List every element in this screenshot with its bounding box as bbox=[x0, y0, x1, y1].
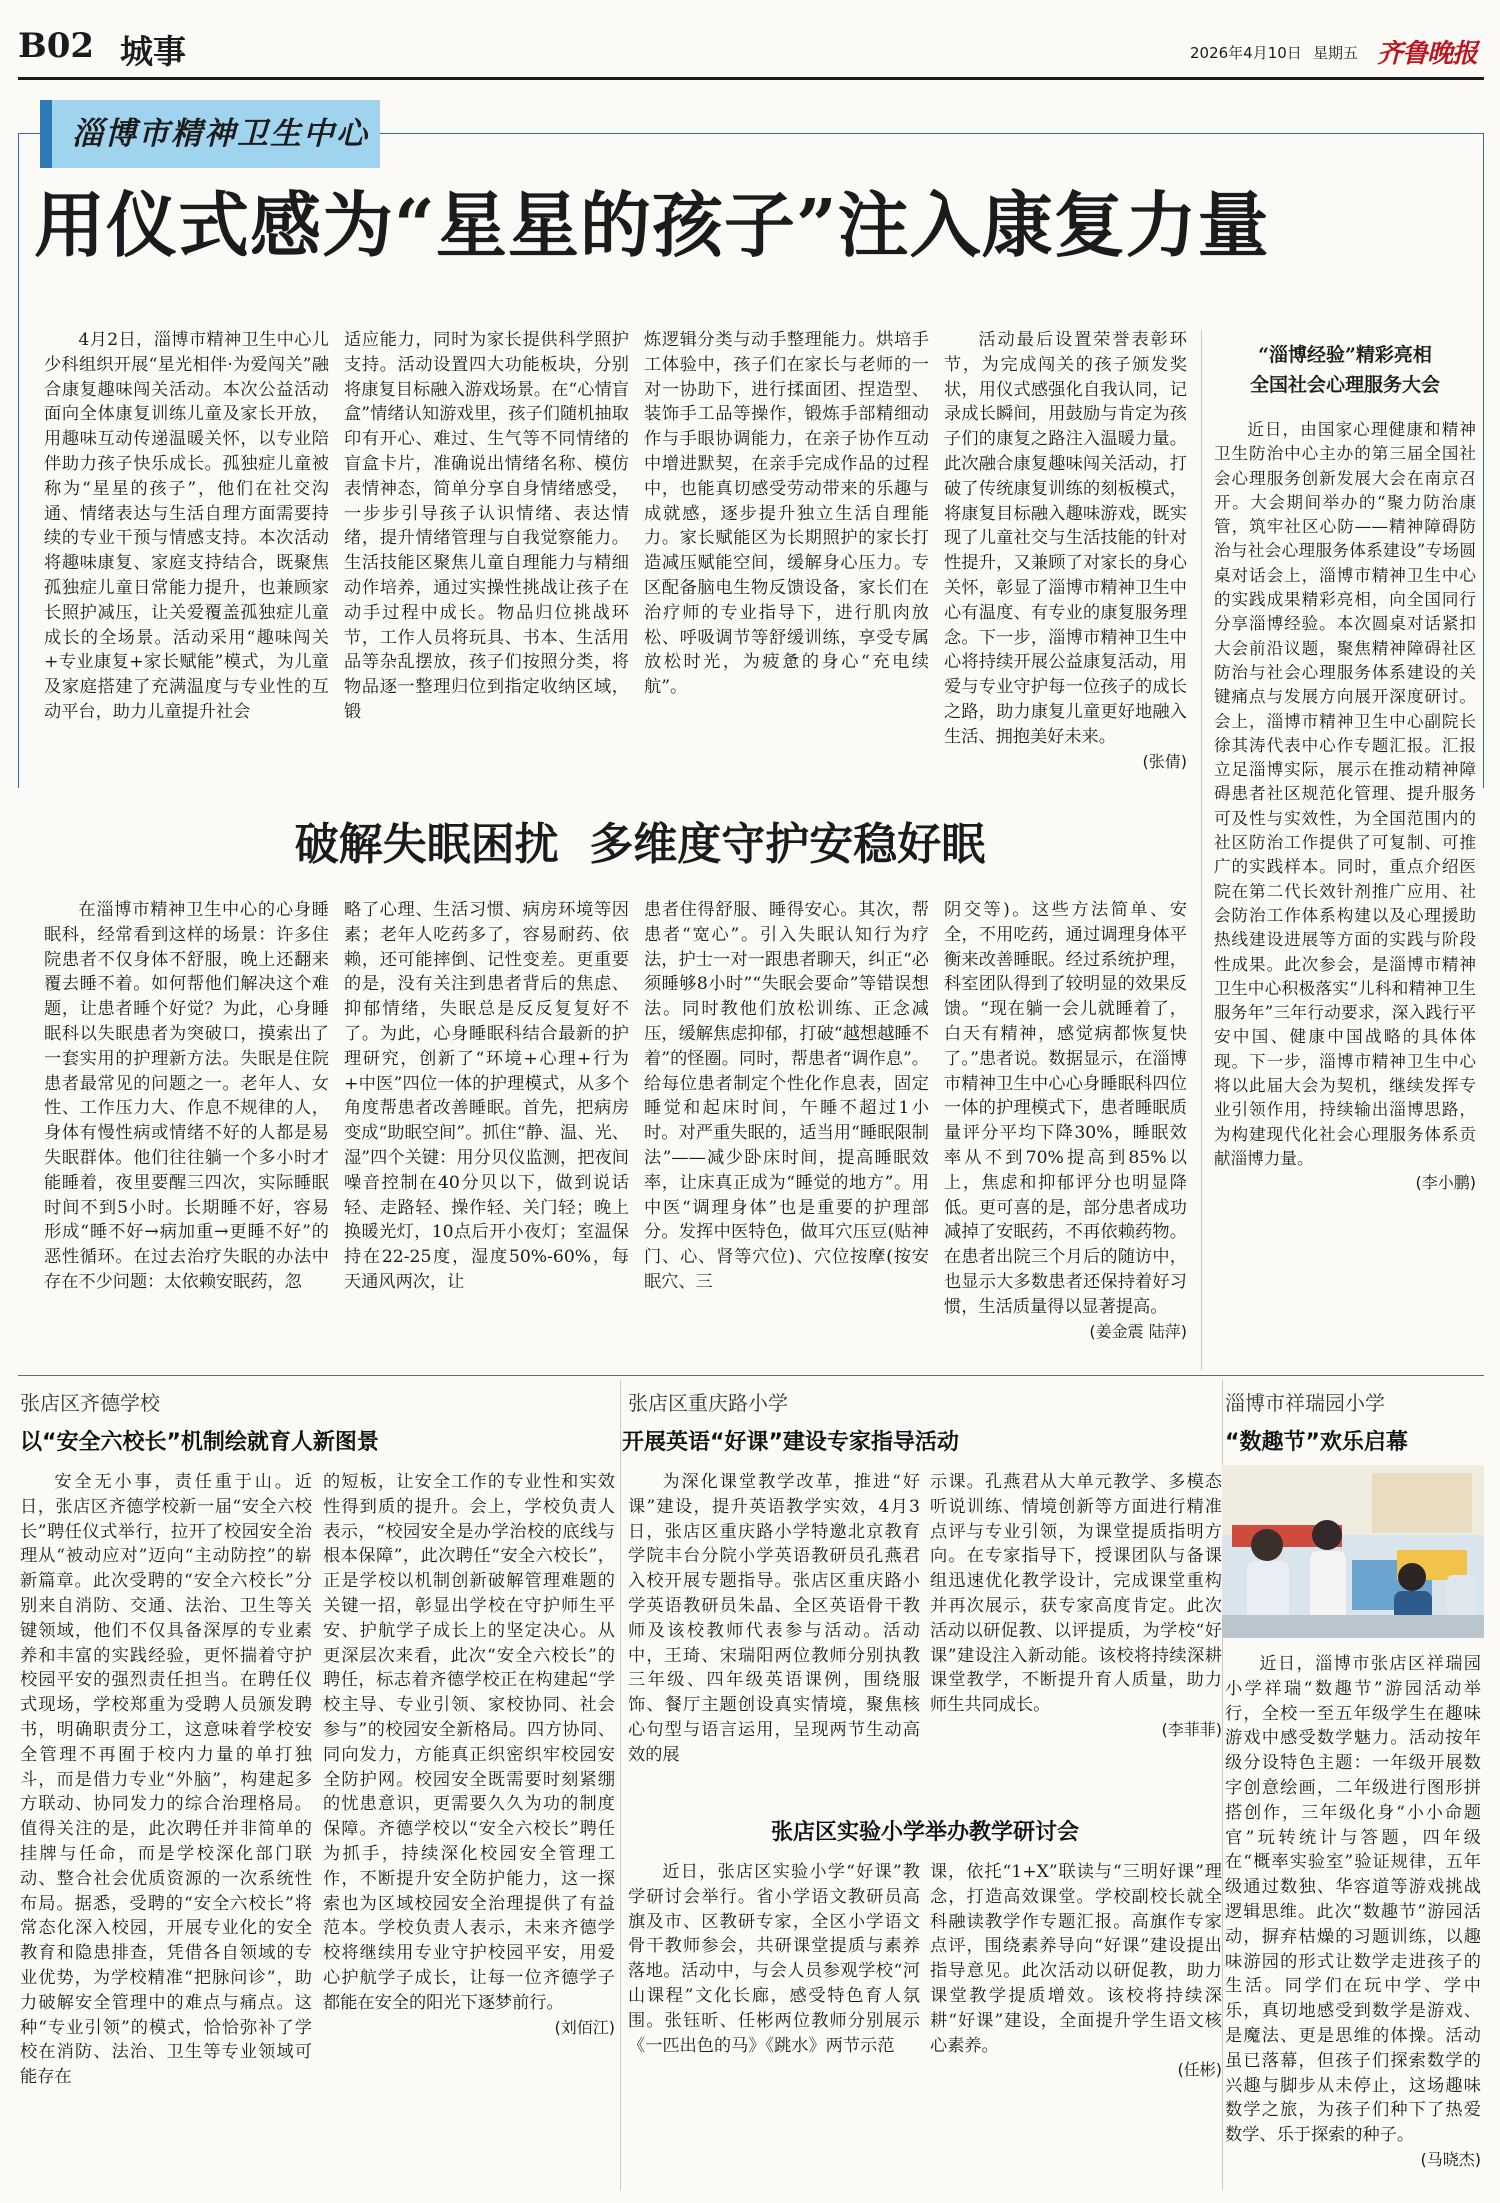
qide-column-2-text: 的短板，让安全工作的专业性和实效性得到质的提升。会上，学校负责人表示，“校园安全是办学治校的底线与根本保障”，此次聘任“安全六校长”，正是学校以机制创新破解管理难题的关键一招，彰显出学校在守护师生平安、护航学子成长上的坚定决心。从更深层次来看，此次“安全六校长”的聘任，标志着齐德学校正在构建起“学校主导、专业引领、家校协同、社会参与”的校园安全新格局。四方协同、同向发力，方能真正织密织牢校园安全防护网。校园安全既需要时刻紧绷的忧患意识，更需要久久为功的制度保障。齐德学校以“安全六校长”聘任为抓手，持续深化校园安全管理工作，不断提升安全防护能力，这一探索也为区域校园安全治理提供了有益范本。学校负责人表示，未来齐德学校将继续用专业守护校园平安，用爱心护航学子成长，让每一位齐德学子都能在安全的阳光下逐梦前行。 bbox=[323, 1472, 615, 2013]
xiangrui-photo bbox=[1222, 1465, 1484, 1638]
top-story-column-3 bbox=[644, 328, 929, 700]
bottom-section-rule bbox=[18, 1375, 1484, 1376]
page-code: B02 bbox=[18, 26, 95, 66]
sidebar-byline: (李小鹏) bbox=[1415, 1173, 1476, 1193]
qide-divider bbox=[620, 1380, 621, 2190]
top-story-column-2-text: 适应能力，同时为家长提供科学照护支持。活动设置四大功能板块，分别将康复目标融入游戏场景。在“心情盲盒”情绪认知游戏里，孩子们随机抽取印有开心、难过、生气等不同情绪的盲盒卡片，准确说出情绪名称、模仿表情神态，简单分享自身情绪感受，一步步引导孩子认识情绪、表达情绪，提升情绪管理与自我觉察能力。生活技能区聚焦儿童自理能力与精细动作培养，通过实操性挑战让孩子在动手过程中成长。物品归位挑战环节，工作人员将玩具、书本、生活用品等杂乱摆放，孩子们按照分类，将物品逐一整理归位到指定收纳区域，锻 bbox=[344, 330, 629, 722]
top-story-column-2 bbox=[344, 328, 629, 725]
top-story-column-1 bbox=[44, 328, 329, 725]
sleep-column-1-text: 在淄博市精神卫生中心的心身睡眠科，经常看到这样的场景：许多住院患者不仅身体不舒服，晚上还翻来覆去睡不着。如何帮他们解决这个难题，让患者睡个好觉？为此，心身睡眠科以失眠患者为突破口，摸索出了一套实用的护理新方法。失眠是住院患者最常见的问题之一。老年人、女性、工作压力大、作息不规律的人，身体有慢性病或情绪不好的人都是易失眠群体。他们往往躺一个多小时才能睡着，夜里要醒三四次，实际睡眠时间不到5小时。长期睡不好，容易形成“睡不好→病加重→更睡不好”的恶性循环。在过去治疗失眠的办法中存在不少问题：太依赖安眠药，忽 bbox=[44, 900, 329, 1292]
chongqing-column-1 bbox=[628, 1470, 920, 1768]
qide-column-1-text: 安全无小事，责任重于山。近日，张店区齐德学校新一届“安全六校长”聘任仪式举行，拉开了校园安全治理从“被动应对”迈向“主动防控”的崭新篇章。此次受聘的“安全六校长”分别来自消防、交通、法治、卫生等关键领域，他们不仅具备深厚的专业素养和丰富的实践经验，更怀揣着守护校园平安的强烈责任担当。在聘任仪式现场，学校郑重为受聘人员颁发聘书，明确职责分工，这意味着学校安全管理不再囿于校内力量的单打独斗，而是借力专业“外脑”，构建起多方联动、协同发力的综合治理格局。值得关注的是，此次聘任并非简单的挂牌与任命，而是学校深化部门联动、整合社会优质资源的一次系统性布局。据悉，受聘的“安全六校长”将常态化深入校园，开展专业化的安全教育和隐患排查，凭借各自领域的专业优势，为学校精准“把脉问诊”，助力破解安全管理中的难点与痛点。这种“专业引领”的模式，恰恰弥补了学校在消防、法治、卫生等专业领域可能存在 bbox=[20, 1472, 312, 2088]
shiyan-column-1 bbox=[628, 1860, 920, 2058]
sleep-column-3-text: 患者住得舒服、睡得安心。其次，帮患者“宽心”。引入失眠认知行为疗法，护士一对一跟患者聊天，纠正“必须睡够8小时”“失眠会要命”等错误想法。同时教他们放松训练、正念减压，缓解焦虑抑郁，打破“越想越睡不着”的怪圈。同时，帮患者“调作息”。给每位患者制定个性化作息表，固定睡觉和起床时间，午睡不超过1小时。对严重失眠的，适当用“睡眠限制法”——减少卧床时间，提高睡眠效率，让床真正成为“睡觉的地方”。用中医“调理身体”也是重要的护理部分。发挥中医特色，做耳穴压豆(贴神门、心、肾等穴位)、穴位按摩(按安眠穴、三 bbox=[644, 900, 929, 1292]
shiyan-headline: 张店区实验小学举办教学研讨会 bbox=[770, 1820, 1079, 1845]
xiangrui-article bbox=[1225, 1652, 1481, 2173]
qide-headline: 以“安全六校长”机制绘就育人新图景 bbox=[20, 1430, 379, 1455]
top-story-column-4 bbox=[944, 328, 1187, 774]
xiangrui-headline: “数趣节”欢乐启幕 bbox=[1225, 1430, 1408, 1455]
shiyan-column-2 bbox=[930, 1860, 1222, 2083]
chongqing-column-2 bbox=[930, 1470, 1222, 1743]
shiyan-column-2-text: 课，依托“1+X”联读与“三明好课”理念，打造高效课堂。学校副校长就全科融读教学作专题汇报。高旗作专家点评，围绕素养导向“好课”建设提出指导意见。此次活动以研促教，助力课堂教学提质增效。该校将持续深耕“好课”建设，全面提升学生语文核心素养。 bbox=[930, 1862, 1222, 2056]
top-story-byline: (张倩) bbox=[1142, 751, 1187, 771]
xiangrui-byline: (马晓杰) bbox=[1420, 2149, 1481, 2169]
sleep-column-2 bbox=[344, 898, 629, 1295]
newspaper-logo: 齐鲁晚报 bbox=[1377, 39, 1478, 69]
top-story-kicker bbox=[40, 100, 380, 168]
sleep-headline: 破解失眠困扰 多维度守护安稳好眠 bbox=[294, 819, 986, 870]
page-header bbox=[0, 0, 1500, 80]
header-rule bbox=[18, 77, 1484, 80]
sleep-column-2-text: 略了心理、生活习惯、病房环境等因素；老年人吃药多了，容易耐药、依赖，还可能摔倒、记性变差。更重要的是，没有关注到患者背后的焦虑、抑郁情绪，失眠总是反反复复好不了。为此，心身睡眠科结合最新的护理研究，创新了“环境+心理+行为+中医”四位一体的护理模式，从多个角度帮患者改善睡眠。首先，把病房变成“助眠空间”。抓住“静、温、光、湿”四个关键：用分贝仪监测，把夜间噪音控制在40分贝以下，做到说话轻、走路轻、操作轻、关门轻；晚上换暖光灯，10点后开小夜灯；室温保持在22-25度，湿度50%-60%，每天通风两次，让 bbox=[344, 900, 629, 1292]
sidebar-article bbox=[1214, 340, 1476, 1196]
top-story-column-1-text: 4月2日，淄博市精神卫生中心儿少科组织开展“星光相伴·为爱闯关”融合康复趣味闯关活动。本次公益活动面向全体康复训练儿童及家长开放，用趣味互动传递温暖关怀，以专业陪伴助力孩子快乐成长。孤独症儿童被称为“星星的孩子”，他们在社交沟通、情绪表达与生活自理方面需要持续的专业干预与情感支持。本次活动将趣味康复、家庭支持结合，既聚焦孤独症儿童日常能力提升，也兼顾家长照护减压，让关爱覆盖孤独症儿童成长的全场景。活动采用“趣味闯关+专业康复+家长赋能”模式，为儿童及家庭搭建了充满温度与专业性的互动平台，助力儿童提升社会 bbox=[44, 330, 329, 722]
sidebar-divider bbox=[1201, 330, 1202, 1370]
sidebar-title-2: 全国社会心理服务大会 bbox=[1249, 374, 1440, 396]
sleep-column-4-text: 阴交等)。这些方法简单、安全，不用吃药，通过调理身体平衡来改善睡眠。经过系统护理，科室团队得到了较明显的效果反馈。“现在躺一会儿就睡着了，白天有精神，感觉病都恢复快了。”患者说。数据显示，在淄博市精神卫生中心心身睡眠科四位一体的护理模式下，患者睡眠质量评分平均下降30%，睡眠效率从不到70%提高到85%以上，焦虑和抑郁评分也明显降低。更可喜的是，部分患者成功减掉了安眠药，不再依赖药物。在患者出院三个月后的随访中，也显示大多数患者还保持着好习惯，生活质量得以显著提高。 bbox=[944, 900, 1187, 1317]
top-story-column-3-text: 炼逻辑分类与动手整理能力。烘培手工体验中，孩子们在家长与老师的一对一协助下，进行揉面团、捏造型、装饰手工品等操作，锻炼手部精细动作与手眼协调能力，在亲子协作互动中增进默契，在亲手完成作品的过程中，也能真切感受劳动带来的乐趣与成就感，逐步提升独立生活自理能力。家长赋能区为长期照护的家长打造减压赋能空间，缓解身心压力。专区配备脑电生物反馈设备，家长们在治疗师的专业指导下，进行肌肉放松、呼吸调节等舒缓训练，享受专属放松时光，为疲惫的身心“充电续航”。 bbox=[644, 330, 929, 698]
chongqing-column-2-text: 示课。孔燕君从大单元教学、多模态听说训练、情境创新等方面进行精准点评与专业引领，为课堂提质指明方向。在专家指导下，授课团队与备课组迅速优化教学设计，完成课堂重构并再次展示，获专家高度肯定。此次活动以研促教、以评提质，为学校“好课”建设注入新动能。该校将持续深耕课堂教学，不断提升育人质量，助力师生共同成长。 bbox=[930, 1472, 1222, 1716]
chongqing-byline: (李菲菲) bbox=[1161, 1719, 1222, 1739]
chongqing-column-1-text: 为深化课堂教学改革，推进“好课”建设，提升英语教学实效，4月3日，张店区重庆路小学特邀北京教育学院丰台分院小学英语教研员孔燕君入校开展专题指导。张店区重庆路小学英语教研员朱晶、全区英语骨干教师及该校教师代表参与活动。活动中，王琦、宋瑞阳两位教师分别执教三年级、四年级英语课例，围绕服饰、餐厅主题创设真实情境，聚焦核心句型与语言运用，呈现两节生动高效的展 bbox=[628, 1472, 920, 1765]
sleep-column-4 bbox=[944, 898, 1187, 1344]
sleep-column-3 bbox=[644, 898, 929, 1295]
chongqing-kicker: 张店区重庆路小学 bbox=[628, 1391, 788, 1415]
top-story-headline: 用仪式感为“星星的孩子”注入康复力量 bbox=[34, 183, 1270, 267]
sidebar-body: 近日，由国家心理健康和精神卫生防治中心主办的第三届全国社会心理服务创新发展大会在南京召开。大会期间举办的“聚力防治康管，筑牢社区心防——精神障碍防治与社会心理服务体系建设”专场圆桌对话会上，淄博市精神卫生中心的实践成果精彩亮相，向全国同行分享淄博经验。本次圆桌对话紧扣大会前沿议题，聚焦精神障碍社区防治与社会心理服务体系建设的关键痛点与发展方向展开深度研讨。会上，淄博市精神卫生中心副院长徐其涛代表中心作专题汇报。汇报立足淄博实际，展示在推动精神障碍患者社区规范化管理、提升服务可及性与实效性，为全国范围内的社区防治工作提供了可复制、可推广的实践样本。同时，重点介绍医院在第二代长效针剂推广应用、社会防治工作体系构建以及心理援助热线建设进展等方面的实践与阶段性成果。此次参会，是淄博市精神卫生中心积极落实“儿科和精神卫生服务年”三年行动要求，深入践行平安中国、健康中国战略的具体体现。下一步，淄博市精神卫生中心将以此届大会为契机，继续发挥专业引领作用，持续输出淄博思路，为构建现代化社会心理服务体系贡献淄博力量。 bbox=[1214, 420, 1476, 1168]
section-name: 城事 bbox=[120, 32, 186, 71]
qide-column-1 bbox=[20, 1470, 312, 2090]
issue-date: 2026年4月10日 bbox=[1190, 44, 1302, 62]
top-story-column-4-text: 活动最后设置荣誉表彰环节，为完成闯关的孩子颁发奖状，用仪式感强化自我认同，记录成长瞬间，用鼓励与肯定为孩子们的康复之路注入温暖力量。此次融合康复趣味闯关活动，打破了传统康复训练的刻板模式，将康复目标融入趣味游戏，既实现了儿童社交与生活技能的针对性提升，又兼顾了对家长的身心关怀，彰显了淄博市精神卫生中心有温度、有专业的康复服务理念。下一步，淄博市精神卫生中心将持续开展公益康复活动，用爱与专业守护每一位孩子的成长之路，助力康复儿童更好地融入生活、拥抱美好未来。 bbox=[944, 330, 1187, 747]
sleep-column-1 bbox=[44, 898, 329, 1295]
qide-column-2 bbox=[323, 1470, 615, 2040]
xiangrui-kicker: 淄博市祥瑞园小学 bbox=[1225, 1391, 1385, 1415]
shiyan-byline: (任彬) bbox=[1177, 2060, 1222, 2080]
issue-weekday: 星期五 bbox=[1313, 44, 1359, 62]
shiyan-column-1-text: 近日，张店区实验小学“好课”教学研讨会举行。省小学语文教研员高旗及市、区教研专家，全区小学语文骨干教师参会，共研课堂提质与素养落地。活动中，与会人员参观学校“河山课程”文化长廊，感受特色育人氛围。张钰昕、任彬两位教师分别展示《一匹出色的马》《跳水》两节示范 bbox=[628, 1862, 920, 2056]
qide-kicker: 张店区齐德学校 bbox=[20, 1391, 160, 1415]
sleep-byline: (姜金震 陆萍) bbox=[1089, 1321, 1187, 1341]
sidebar-title-1: “淄博经验”精彩亮相 bbox=[1258, 344, 1432, 366]
chongqing-headline: 开展英语“好课”建设专家指导活动 bbox=[622, 1430, 959, 1455]
top-story-kicker-text: 淄博市精神卫生中心 bbox=[72, 116, 369, 152]
qide-byline: (刘佰江) bbox=[554, 2017, 615, 2037]
xiangrui-body: 近日，淄博市张店区祥瑞园小学祥瑞“数趣节”游园活动举行，全校一至五年级学生在趣味游戏中感受数学魅力。活动按年级分设特色主题：一年级开展数字创意绘画，二年级进行图形拼搭创作，三年级化身“小小命题官”玩转统计与答题，四年级在“概率实验室”验证规律，五年级通过数独、华容道等游戏挑战逻辑思维。此次“数趣节”游园活动，摒弃枯燥的习题训练，以趣味游园的形式让数学走进孩子的生活。同学们在玩中学、学中乐，真切地感受到数学是游戏、是魔法、更是思维的体操。活动虽已落幕，但孩子们探索数学的兴趣与脚步从未停止，这场趣味数学之旅，为孩子们种下了热爱数学、乐于探索的种子。 bbox=[1225, 1654, 1481, 2146]
